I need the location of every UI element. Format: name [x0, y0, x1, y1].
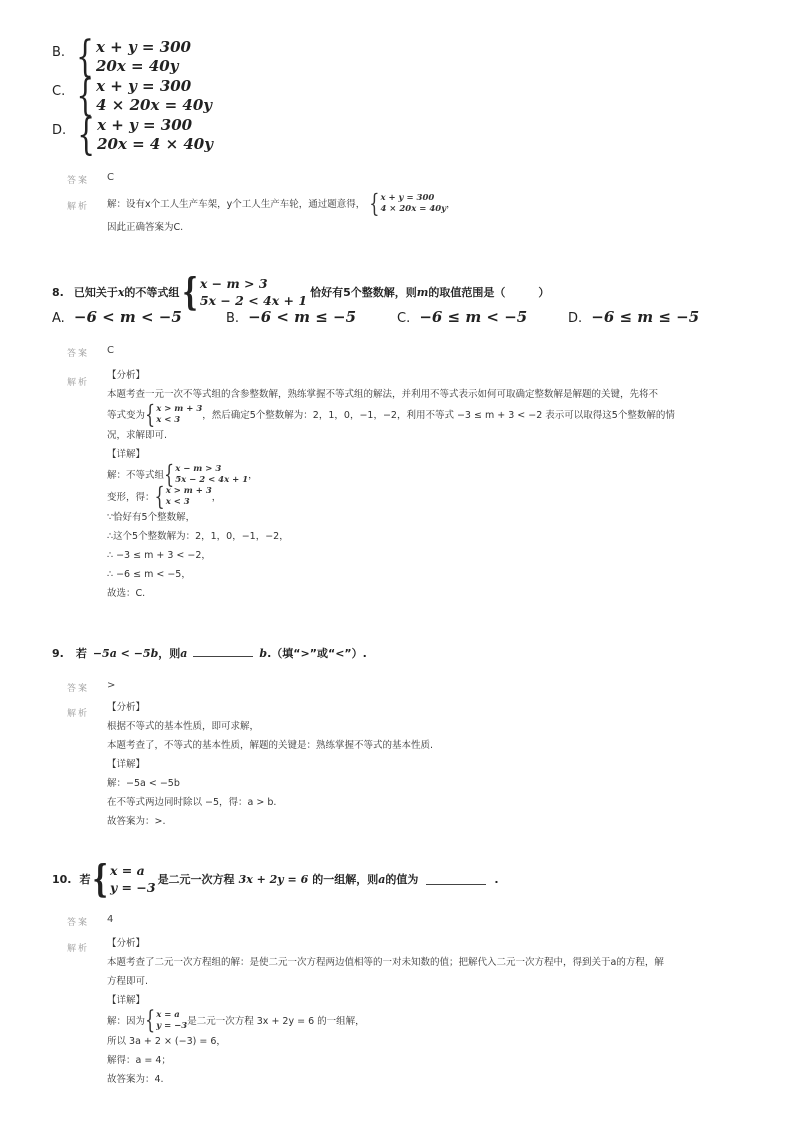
stem-text: 若: [75, 647, 87, 660]
option-text: −6 ≤ m ≤ −5: [591, 308, 700, 326]
analysis-label: 解析: [67, 378, 90, 388]
detail-line: 所以 3a + 2 × (−3) = 6，: [107, 1036, 226, 1047]
stem-text: ，则: [158, 647, 181, 660]
equation-line: x > m + 3: [156, 404, 203, 414]
brace-icon: {: [145, 1005, 156, 1035]
stem-math: 3x + 2y = 6: [238, 872, 309, 886]
answer-blank[interactable]: [193, 646, 253, 657]
equation-line: y = −3: [156, 1021, 188, 1031]
question-number: 9.: [52, 647, 64, 660]
detail-text: 是二元一次方程 3x + 2y = 6 的一组解，: [187, 1015, 365, 1027]
equation-line: x < 3: [165, 497, 190, 507]
brace-icon: {: [369, 188, 380, 218]
equation-system: [76, 69, 213, 121]
stem-text: 是二元一次方程: [157, 873, 235, 886]
detail-line: ∴这个5个整数解为：2，1，0，−1，−2，: [107, 531, 289, 542]
detail-line: 故答案为：>.: [107, 816, 166, 827]
section-heading: 【详解】: [107, 449, 146, 460]
equation-line: 4 × 20x = 40y: [96, 96, 213, 114]
equation-line: y = −3: [109, 880, 156, 895]
analysis-text: ，然后确定5个整数解为：2，1，0，−1，−2，利用不等式 −3 ≤ m + 3 < −2 表示可以取得这5个整数解的情: [202, 409, 675, 421]
stem-text: .（填“>”或“<”）.: [267, 647, 367, 660]
detail-line: ∴ −6 ≤ m < −5，: [107, 569, 191, 580]
equation-system: [154, 481, 212, 511]
detail-text: 解：因为: [107, 1015, 146, 1027]
section-heading: 【分析】: [107, 702, 146, 713]
analysis-line: 本题考查了，不等式的基本性质，解题的关键是：熟练掌握不等式的基本性质.: [107, 740, 434, 751]
solution-text: 解：设有x个工人生产车架，y个工人生产车轮，通过题意得，: [107, 198, 366, 210]
section-heading: 【详解】: [107, 759, 146, 770]
q8-option-b[interactable]: [226, 307, 356, 326]
option-letter: C.: [52, 84, 66, 99]
stem-text: 若: [79, 873, 91, 886]
detail-text: 解：不等式组: [107, 469, 165, 481]
option-letter: D.: [52, 123, 67, 138]
brace-icon: {: [154, 481, 165, 511]
answer-value: C: [107, 345, 114, 356]
brace-icon: {: [77, 108, 96, 160]
option-letter: D.: [568, 311, 583, 326]
brace-icon: {: [76, 69, 95, 121]
equation-line: x < 3: [156, 415, 181, 425]
q7-option-c[interactable]: [52, 69, 213, 121]
q7-option-d[interactable]: [52, 108, 213, 160]
equation-system: [164, 459, 249, 489]
equation-line: x − m > 3: [199, 276, 268, 291]
equation-line: x − m > 3: [175, 464, 222, 474]
analysis-line: 况，求解即可.: [107, 430, 168, 441]
stem-math: m: [416, 285, 429, 299]
stem-text: 恰好有5个整数解，则: [310, 286, 417, 299]
stem-math: x: [117, 285, 125, 299]
q8-option-d[interactable]: [568, 307, 699, 326]
equation-system: [77, 108, 213, 160]
equation-system: [182, 268, 308, 314]
equation-line: x + y = 300: [96, 77, 192, 95]
detail-text: ，: [211, 491, 222, 503]
q7-option-b[interactable]: [52, 30, 191, 82]
detail-line: 解得：a = 4；: [107, 1055, 171, 1066]
brace-icon: {: [164, 459, 175, 489]
brace-icon: {: [92, 855, 108, 901]
option-letter: B.: [226, 311, 240, 326]
q9-stem: [52, 645, 367, 661]
equation-line: x > m + 3: [165, 486, 212, 496]
detail-line: 在不等式两边同时除以 −5，得：a > b.: [107, 797, 277, 808]
brace-icon: {: [145, 399, 156, 429]
analysis-line: 本题考查一元一次不等式组的含参整数解，熟练掌握不等式组的解法，并利用不等式表示如何可取确定整数解是解题的关键，先将不: [107, 389, 659, 400]
detail-line: 解：−5a < −5b: [107, 778, 180, 789]
detail-line: 故选：C.: [107, 588, 146, 599]
stem-text: 的一组解，则: [312, 873, 379, 886]
detail-line: [107, 1005, 747, 1035]
q8-option-c[interactable]: [397, 307, 527, 326]
equation-line: x + y = 300: [95, 38, 191, 56]
analysis-line: 方程即可.: [107, 976, 149, 987]
equation-line: x = a: [109, 863, 145, 878]
answer-blank[interactable]: [426, 874, 486, 885]
answer-value: C: [107, 172, 114, 183]
detail-text: 变形，得：: [107, 491, 155, 503]
answer-value: >: [107, 680, 116, 691]
stem-text: 已知关于: [73, 286, 118, 299]
stem-math: a: [180, 647, 188, 660]
answer-label: 答案: [67, 176, 90, 186]
detail-line: ∵恰好有5个整数解，: [107, 512, 196, 523]
equation-line: 5x − 2 < 4x + 1: [175, 475, 249, 485]
section-heading: 【分析】: [107, 938, 146, 949]
equation-system: [92, 855, 156, 901]
analysis-line: [107, 399, 747, 429]
stem-text: 的取值范围是（ ）: [428, 286, 550, 299]
equation-line: 20x = 4 × 40y: [97, 135, 213, 153]
solution-text: ，: [446, 198, 456, 210]
option-letter: C.: [397, 311, 411, 326]
q7-conclusion: 因此正确答案为C.: [107, 222, 184, 233]
section-heading: 【分析】: [107, 370, 146, 381]
detail-line: ∴ −3 ≤ m + 3 < −2，: [107, 550, 211, 561]
equation-line: 4 × 20x = 40y: [380, 204, 447, 214]
q8-option-a[interactable]: [52, 307, 182, 326]
equation-line: x = a: [156, 1010, 180, 1020]
stem-text: 的值为: [385, 873, 419, 886]
answer-label: 答案: [67, 349, 90, 359]
analysis-label: 解析: [67, 709, 90, 719]
question-number: 8.: [52, 285, 64, 299]
stem-math: −5a < −5b: [92, 647, 159, 660]
stem-math: a: [378, 872, 386, 886]
detail-line: 故答案为：4.: [107, 1074, 164, 1085]
question-number: 10.: [52, 872, 72, 886]
answer-label: 答案: [67, 918, 90, 928]
analysis-label: 解析: [67, 944, 90, 954]
equation-system: [145, 399, 203, 429]
option-text: −6 < m ≤ −5: [248, 308, 357, 326]
option-letter: A.: [52, 311, 65, 326]
stem-text: .: [494, 872, 499, 886]
q10-analysis: [107, 934, 747, 1089]
analysis-line: 根据不等式的基本性质，即可求解，: [107, 721, 260, 732]
detail-line: [107, 459, 747, 489]
q8-stem: [52, 268, 550, 314]
stem-text: 的不等式组: [124, 286, 180, 299]
analysis-text: 等式变为: [107, 409, 146, 421]
option-text: −6 ≤ m < −5: [419, 308, 528, 326]
equation-system: [369, 188, 447, 218]
analysis-line: 本题考查了二元一次方程组的解：是使二元一次方程两边值相等的一对未知数的值；把解代入二元一次方程中，得到关于a的方程，解: [107, 957, 664, 968]
option-letter: B.: [52, 45, 66, 60]
answer-label: 答案: [67, 684, 90, 694]
brace-icon: {: [182, 268, 198, 314]
detail-text: ，: [248, 469, 258, 481]
stem-math: b: [259, 647, 268, 660]
q9-analysis: [107, 698, 433, 831]
section-heading: 【详解】: [107, 995, 146, 1006]
equation-line: x + y = 300: [97, 116, 193, 134]
brace-icon: {: [76, 30, 94, 82]
answer-value: 4: [107, 914, 114, 925]
q8-analysis: [107, 366, 747, 603]
equation-system: [145, 1005, 188, 1035]
detail-line: [107, 481, 747, 511]
q10-stem: [52, 855, 499, 901]
option-text: −6 < m < −5: [73, 308, 182, 326]
equation-line: 5x − 2 < 4x + 1: [199, 293, 308, 308]
q7-solution-line: [107, 188, 456, 218]
equation-line: 20x = 40y: [95, 57, 179, 75]
analysis-label: 解析: [67, 202, 90, 212]
equation-line: x + y = 300: [380, 193, 435, 203]
